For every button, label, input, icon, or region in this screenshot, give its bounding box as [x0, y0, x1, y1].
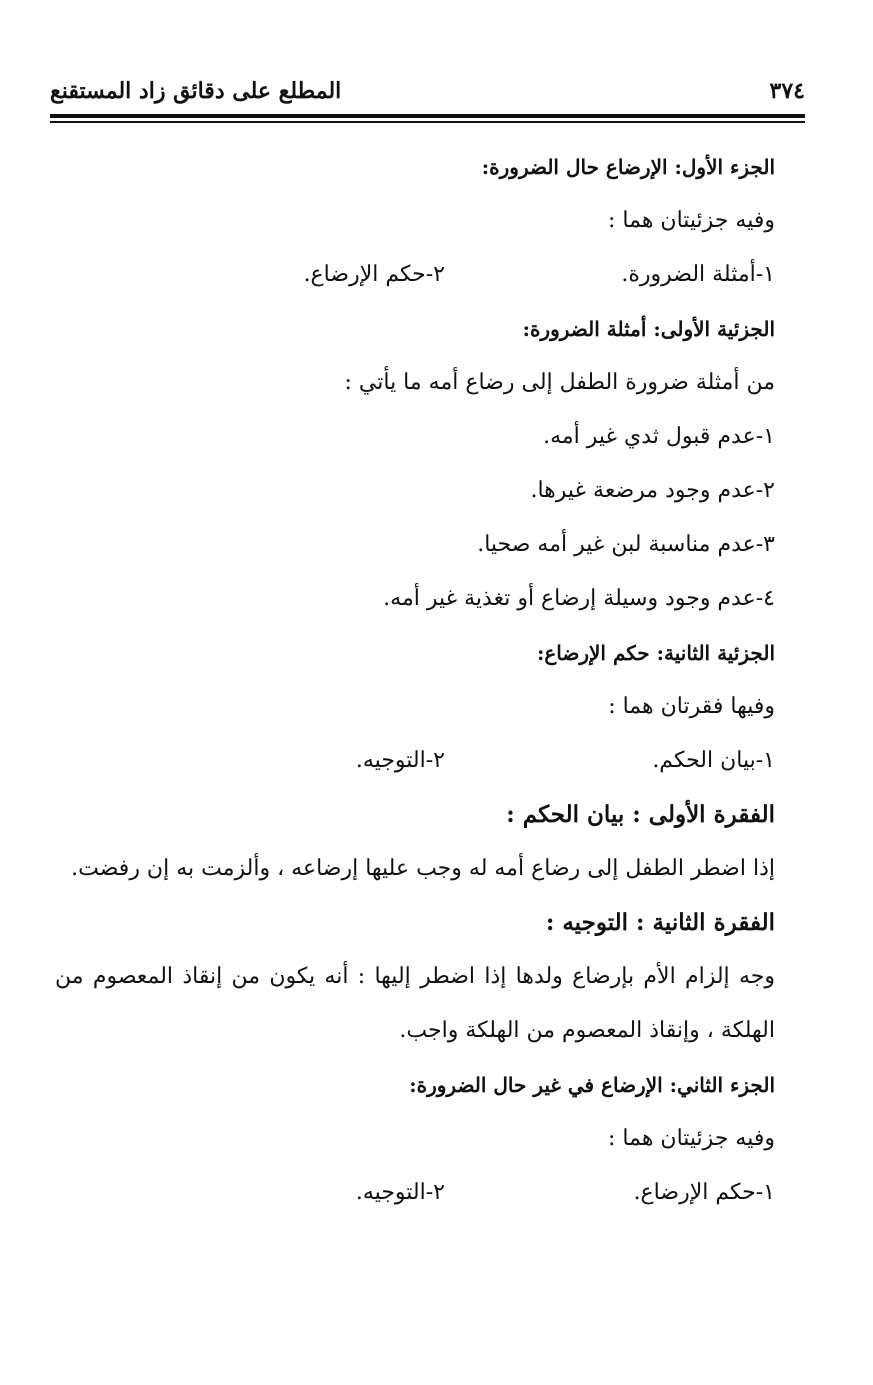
sub2-item-1: ١-بيان الحكم. [652, 748, 775, 773]
sub1-heading: الجزئية الأولى: أمثلة الضرورة: [522, 317, 775, 341]
sub2-item-2: ٢-التوجيه. [355, 748, 445, 773]
header-rule-thick [50, 114, 805, 118]
part2-heading: الجزء الثاني: الإرضاع في غير حال الضرورة: [409, 1073, 775, 1097]
para2-text: وجه إلزام الأم بإرضاع ولدها إذا اضطر إليها : أنه يكون من إنقاذ المعصوم من الهلكة ، وإنقاذ المعصوم من الهلكة واجب. [55, 964, 775, 1043]
sub1-list-item-1: ١-عدم قبول ثدي غير أمه. [543, 424, 775, 449]
part1-item-2: ٢-حكم الإرضاع. [303, 262, 445, 287]
para2-heading: الفقرة الثانية : التوجيه : [545, 909, 775, 936]
part2-items [55, 1166, 775, 1220]
sub1-intro: من أمثلة ضرورة الطفل إلى رضاع أمه ما يأتي : [344, 370, 775, 395]
part2-intro: وفيه جزئيتان هما : [608, 1126, 775, 1151]
part1-item-1: ١-أمثلة الضرورة. [621, 262, 775, 287]
sub2-heading: الجزئية الثانية: حكم الإرضاع: [536, 641, 775, 665]
part1-items [55, 248, 775, 302]
sub2-intro: وفيها فقرتان هما : [608, 694, 775, 719]
para1-text: إذا اضطر الطفل إلى رضاع أمه له وجب عليها إرضاعه ، وألزمت به إن رفضت. [71, 856, 775, 881]
sub1-list-item-2: ٢-عدم وجود مرضعة غيرها. [530, 478, 775, 503]
sub2-items [55, 734, 775, 788]
part1-intro: وفيه جزئيتان هما : [608, 208, 775, 233]
header-rule-thin [50, 121, 805, 123]
sub1-list-item-3: ٣-عدم مناسبة لبن غير أمه صحيا. [477, 532, 775, 557]
page-header [50, 78, 805, 112]
part1-heading: الجزء الأول: الإرضاع حال الضرورة: [481, 155, 775, 179]
running-title: المطلع على دقائق زاد المستقنع [50, 78, 342, 104]
part2-item-1: ١-حكم الإرضاع. [633, 1180, 775, 1205]
para1-heading: الفقرة الأولى : بيان الحكم : [506, 801, 775, 828]
page-body [55, 140, 775, 1220]
part2-item-2: ٢-التوجيه. [355, 1180, 445, 1205]
page-number: ٣٧٤ [769, 78, 805, 104]
sub1-list-item-4: ٤-عدم وجود وسيلة إرضاع أو تغذية غير أمه. [383, 586, 775, 611]
